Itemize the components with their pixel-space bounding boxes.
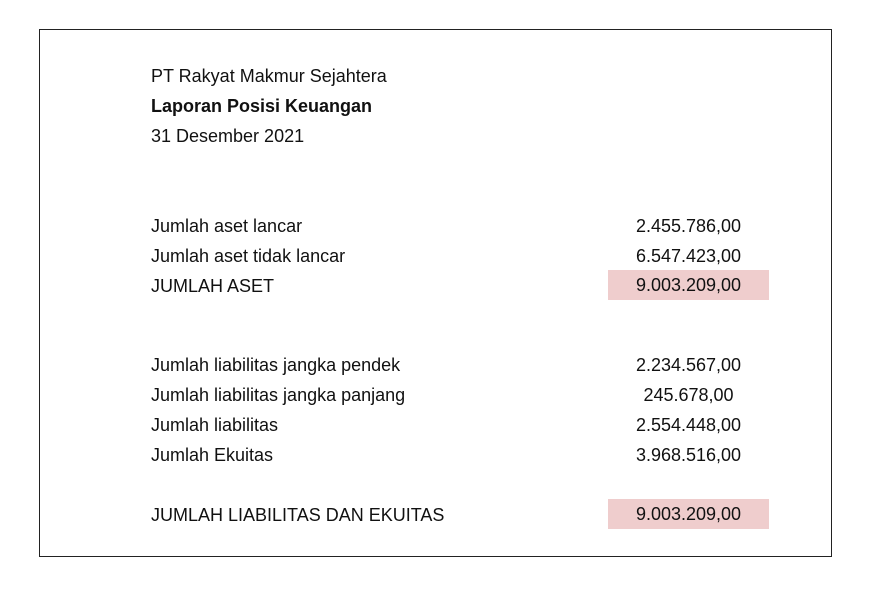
noncurrent-assets-value: 6.547.423,00	[635, 246, 742, 266]
current-assets-label: Jumlah aset lancar	[151, 216, 303, 236]
short-term-liabilities-value: 2.234.567,00	[635, 355, 742, 375]
report-date: 31 Desember 2021	[151, 126, 305, 146]
long-term-liabilities-label: Jumlah liabilitas jangka panjang	[151, 385, 406, 405]
total-liabilities-equity-label: JUMLAH LIABILITAS DAN EKUITAS	[151, 505, 445, 525]
noncurrent-assets-label: Jumlah aset tidak lancar	[151, 246, 346, 266]
short-term-liabilities-label: Jumlah liabilitas jangka pendek	[151, 355, 401, 375]
total-assets-value: 9.003.209,00	[608, 270, 769, 300]
total-assets-label: JUMLAH ASET	[151, 276, 275, 296]
total-equity-value: 3.968.516,00	[635, 445, 742, 465]
long-term-liabilities-value: 245.678,00	[643, 385, 734, 405]
report-title: Laporan Posisi Keuangan	[151, 96, 373, 116]
total-liabilities-label: Jumlah liabilitas	[151, 415, 279, 435]
total-liabilities-value: 2.554.448,00	[635, 415, 742, 435]
report-sheet	[39, 29, 832, 557]
total-liabilities-equity-value: 9.003.209,00	[608, 499, 769, 529]
company-name: PT Rakyat Makmur Sejahtera	[151, 66, 387, 86]
current-assets-value: 2.455.786,00	[635, 216, 742, 236]
total-equity-label: Jumlah Ekuitas	[151, 445, 274, 465]
